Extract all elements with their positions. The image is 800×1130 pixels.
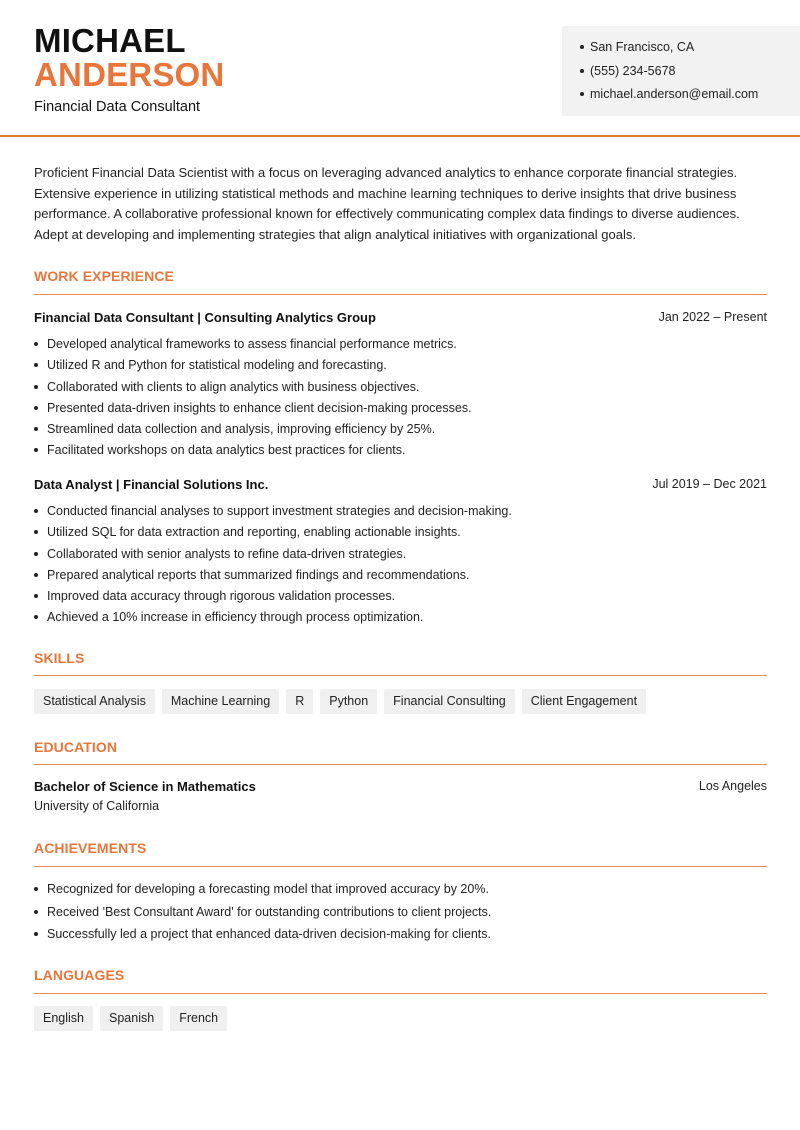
job-header xyxy=(34,477,767,492)
skill-tag: Python xyxy=(320,689,377,714)
bullet-icon xyxy=(34,615,38,619)
list-item xyxy=(34,421,472,442)
list-item xyxy=(34,546,512,567)
bullet-icon xyxy=(34,530,38,534)
job-header xyxy=(34,310,767,325)
resume-header xyxy=(0,0,800,137)
education-location: Los Angeles xyxy=(698,779,767,793)
list-item-text: Achieved a 10% increase in efficiency through process optimization. xyxy=(47,610,424,625)
list-item-text: Utilized SQL for data extraction and reporting, enabling actionable insights. xyxy=(47,525,461,540)
section-divider xyxy=(34,866,767,867)
bullet-icon xyxy=(34,427,38,431)
section-title-languages: LANGUAGES xyxy=(34,967,125,983)
bullet-icon xyxy=(34,406,38,410)
bullet-icon xyxy=(34,887,38,891)
education-school: University of California xyxy=(34,799,160,813)
last-name: ANDERSON xyxy=(34,56,225,93)
first-name: MICHAEL xyxy=(34,22,186,59)
contact-email-text: michael.anderson@email.com xyxy=(590,87,759,101)
contact-box xyxy=(562,26,800,116)
skills-tags xyxy=(34,689,646,714)
list-item xyxy=(34,524,512,545)
list-item xyxy=(34,400,472,421)
bullet-icon xyxy=(34,385,38,389)
list-item-text: Collaborated with clients to align analytics with business objectives. xyxy=(47,379,420,394)
list-item xyxy=(34,926,491,949)
section-title-education: EDUCATION xyxy=(34,739,118,755)
section-title-work: WORK EXPERIENCE xyxy=(34,268,174,284)
bullet-icon xyxy=(34,552,38,556)
achievement-bullets xyxy=(34,881,491,949)
contact-email xyxy=(580,86,758,110)
skill-tag: Client Engagement xyxy=(522,689,646,714)
bullet-icon xyxy=(34,448,38,452)
job-role: Data Analyst | Financial Solutions Inc. xyxy=(34,477,269,492)
section-divider xyxy=(34,993,767,994)
list-item xyxy=(34,881,491,904)
list-item-text: Collaborated with senior analysts to refine data-driven strategies. xyxy=(47,546,407,561)
bullet-icon xyxy=(34,363,38,367)
contact-phone-text: (555) 234-5678 xyxy=(590,63,676,78)
list-item xyxy=(34,503,512,524)
bullet-icon xyxy=(580,92,584,96)
list-item-text: Facilitated workshops on data analytics best practices for clients. xyxy=(47,443,406,458)
contact-list xyxy=(580,39,758,110)
job-title: Financial Data Consultant xyxy=(34,99,201,115)
section-title-skills: SKILLS xyxy=(34,650,85,666)
language-tag: French xyxy=(170,1006,227,1031)
job-dates: Jul 2019 – Dec 2021 xyxy=(652,477,767,491)
bullet-icon xyxy=(34,910,38,914)
language-tag: Spanish xyxy=(100,1006,163,1031)
bullet-icon xyxy=(34,932,38,936)
bullet-icon xyxy=(580,69,584,73)
list-item xyxy=(34,567,512,588)
skill-tag: Statistical Analysis xyxy=(34,689,155,714)
list-item xyxy=(34,442,472,463)
list-item-text: Utilized R and Python for statistical modeling and forecasting. xyxy=(47,358,387,373)
list-item xyxy=(34,379,472,400)
job-role: Financial Data Consultant | Consulting Analytics Group xyxy=(34,310,376,325)
list-item-text: Received 'Best Consultant Award' for outstanding contributions to client projects. xyxy=(47,904,492,919)
bullet-icon xyxy=(34,573,38,577)
list-item-text: Successfully led a project that enhanced data-driven decision-making for clients. xyxy=(47,927,491,941)
language-tag: English xyxy=(34,1006,93,1031)
list-item-text: Conducted financial analyses to support investment strategies and decision-making. xyxy=(47,504,512,518)
bullet-icon xyxy=(34,509,38,513)
list-item xyxy=(34,588,512,609)
education-degree: Bachelor of Science in Mathematics xyxy=(34,779,256,794)
list-item xyxy=(34,609,512,630)
contact-phone xyxy=(580,63,758,87)
section-divider xyxy=(34,294,767,295)
contact-location-text: San Francisco, CA xyxy=(590,40,695,54)
list-item xyxy=(34,336,472,357)
job-bullets xyxy=(34,336,472,464)
list-item-text: Improved data accuracy through rigorous validation processes. xyxy=(47,589,396,604)
list-item-text: Developed analytical frameworks to assess financial performance metrics. xyxy=(47,337,457,351)
contact-location xyxy=(580,39,758,63)
bullet-icon xyxy=(580,45,584,49)
list-item-text: Prepared analytical reports that summarized findings and recommendations. xyxy=(47,567,470,582)
bullet-icon xyxy=(34,342,38,346)
list-item-text: Presented data-driven insights to enhance client decision-making processes. xyxy=(47,400,472,415)
skill-tag: Financial Consulting xyxy=(384,689,515,714)
list-item-text: Recognized for developing a forecasting model that improved accuracy by 20%. xyxy=(47,882,489,896)
summary: Proficient Financial Data Scientist with a focus on leveraging advanced analytics to enhance corporate financial strategies. Extensive experience in utilizing statistical methods and machine learning techniques to derive insights that drive business performance. A collaborative professional known for effectively communicating complex data findings to diverse audiences. Adept at developing and implementing strategies that align analytical initiatives with organizational goals. xyxy=(34,165,740,243)
list-item xyxy=(34,357,472,378)
list-item xyxy=(34,904,491,927)
bullet-icon xyxy=(34,594,38,598)
section-divider xyxy=(34,675,767,676)
list-item-text: Streamlined data collection and analysis, improving efficiency by 25%. xyxy=(47,422,436,437)
job-bullets xyxy=(34,503,512,631)
skill-tag: Machine Learning xyxy=(162,689,279,714)
section-divider xyxy=(34,764,767,765)
skill-tag: R xyxy=(286,689,313,714)
section-title-achievements: ACHIEVEMENTS xyxy=(34,840,147,856)
job-dates: Jan 2022 – Present xyxy=(658,310,767,324)
language-tags xyxy=(34,1006,227,1031)
